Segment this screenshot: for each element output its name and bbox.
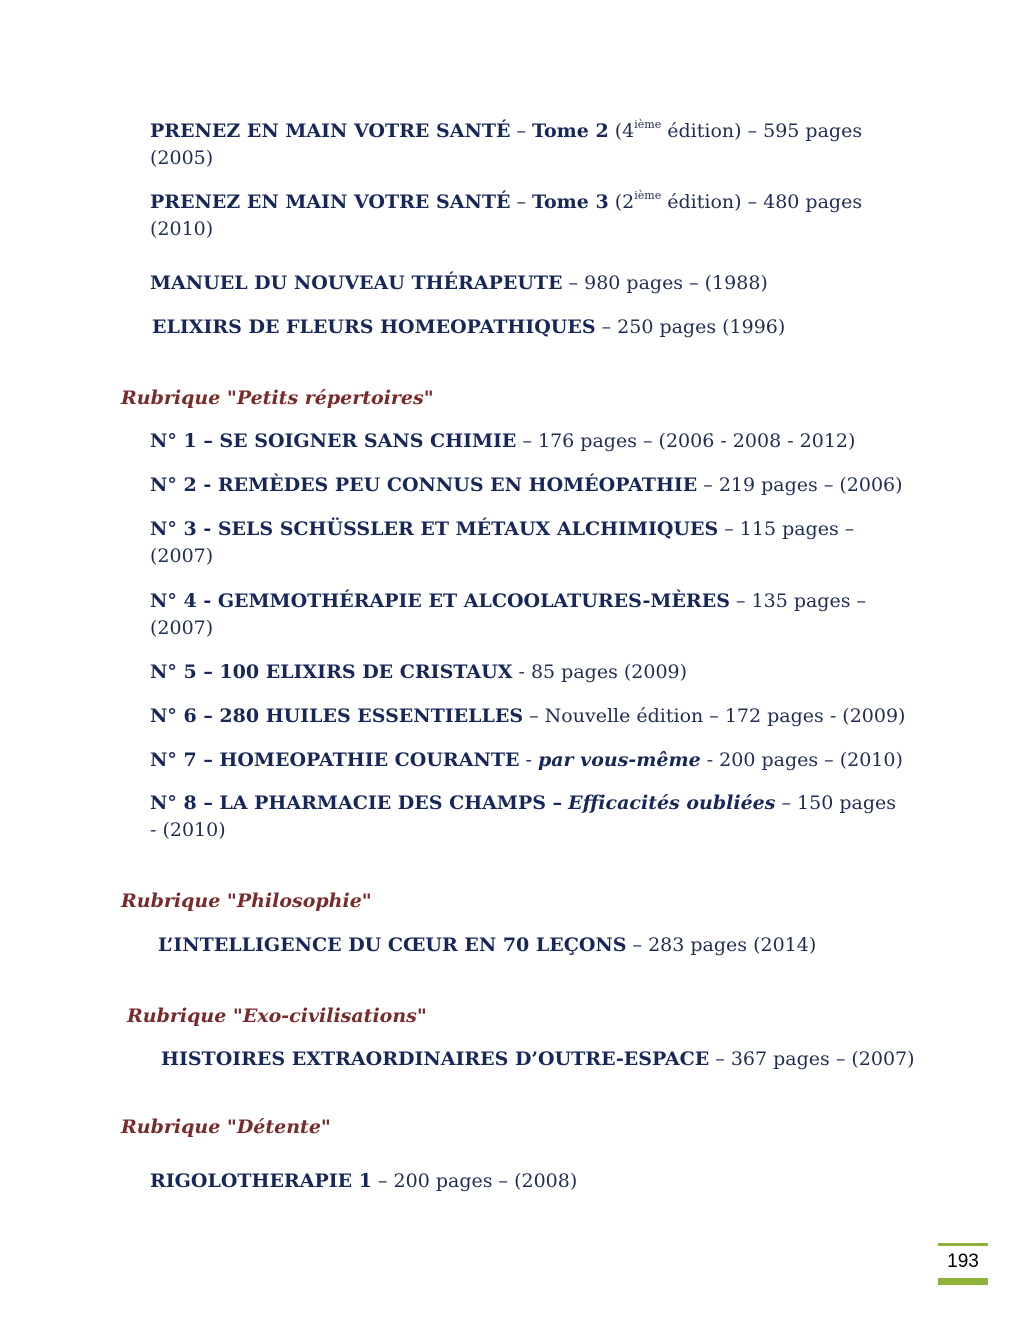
section-heading: Rubrique "Exo-civilisations" [127,1005,427,1027]
book-title: MANUEL DU NOUVEAU THÉRAPEUTE [150,272,563,294]
book-title: RIGOLOTHERAPIE 1 [150,1170,372,1192]
repertoire-entry: N° 3 - SELS SCHÜSSLER ET MÉTAUX ALCHIMIQUES – 115 pages – [150,518,855,540]
book-year: (2005) [150,147,214,169]
book-title: HISTOIRES EXTRAORDINAIRES D’OUTRE-ESPACE [161,1048,710,1070]
repertoire-entry: N° 1 – SE SOIGNER SANS CHIMIE – 176 pages – (2006 - 2008 - 2012) [150,430,856,452]
book-year: (2007) [150,617,214,639]
book-entry: RIGOLOTHERAPIE 1 – 200 pages – (2008) [150,1170,578,1192]
book-entry: PRENEZ EN MAIN VOTRE SANTÉ – Tome 2 (4ième édition) – 595 pages [150,117,863,142]
book-tome: Tome 2 [532,120,609,142]
page-number-rule-top [938,1243,988,1246]
book-title: L’INTELLIGENCE DU CŒUR EN 70 LEÇONS [158,934,627,956]
book-title: PRENEZ EN MAIN VOTRE SANTÉ [150,120,511,142]
book-year: (2007) [150,545,214,567]
book-subtitle: Efficacités oubliées [568,792,776,814]
book-entry: PRENEZ EN MAIN VOTRE SANTÉ – Tome 3 (2ième édition) – 480 pages [150,188,863,213]
repertoire-entry: N° 8 – LA PHARMACIE DES CHAMPS – Efficacités oubliées – 150 pages [150,792,896,814]
book-title: N° 5 – 100 ELIXIRS DE CRISTAUX [150,661,513,683]
page-number [938,1243,988,1286]
section-heading: Rubrique "Philosophie" [121,890,372,912]
page-number-text: 193 [947,1251,979,1272]
book-title: N° 8 – LA PHARMACIE DES CHAMPS – [150,792,563,814]
book-title: N° 1 – SE SOIGNER SANS CHIMIE [150,430,517,452]
repertoire-entry: N° 5 – 100 ELIXIRS DE CRISTAUX - 85 pages (2009) [150,661,688,683]
page-number-rule-bottom [938,1278,988,1285]
book-entry: L’INTELLIGENCE DU CŒUR EN 70 LEÇONS – 283 pages (2014) [158,934,817,956]
repertoire-entry: N° 6 – 280 HUILES ESSENTIELLES – Nouvelle édition – 172 pages - (2009) [150,705,906,727]
book-title: ELIXIRS DE FLEURS HOMEOPATHIQUES [152,316,596,338]
book-year: (2010) [150,218,214,240]
book-entry: HISTOIRES EXTRAORDINAIRES D’OUTRE-ESPACE – 367 pages – (2007) [161,1048,915,1070]
book-title: N° 6 – 280 HUILES ESSENTIELLES [150,705,524,727]
book-title: N° 7 – HOMEOPATHIE COURANTE [150,749,520,771]
book-entry: ELIXIRS DE FLEURS HOMEOPATHIQUES – 250 pages (1996) [152,316,786,338]
repertoire-entry: N° 2 - REMÈDES PEU CONNUS EN HOMÉOPATHIE – 219 pages – (2006) [150,474,903,496]
section-heading: Rubrique "Petits répertoires" [121,387,434,409]
book-title: N° 4 - GEMMOTHÉRAPIE ET ALCOOLATURES-MÈRES [150,590,730,612]
book-subtitle: par vous-même [537,749,701,771]
repertoire-entry: N° 7 – HOMEOPATHIE COURANTE - par vous-même - 200 pages – (2010) [150,749,903,771]
repertoire-entry: N° 4 - GEMMOTHÉRAPIE ET ALCOOLATURES-MÈRES – 135 pages – [150,590,867,612]
book-title: N° 2 - REMÈDES PEU CONNUS EN HOMÉOPATHIE [150,474,698,496]
book-title: PRENEZ EN MAIN VOTRE SANTÉ [150,191,511,213]
section-heading: Rubrique "Détente" [121,1116,331,1138]
book-title: N° 3 - SELS SCHÜSSLER ET MÉTAUX ALCHIMIQUES [150,518,719,540]
book-year: - (2010) [150,819,226,841]
book-tome: Tome 3 [532,191,609,213]
book-entry: MANUEL DU NOUVEAU THÉRAPEUTE – 980 pages – (1988) [150,272,768,294]
